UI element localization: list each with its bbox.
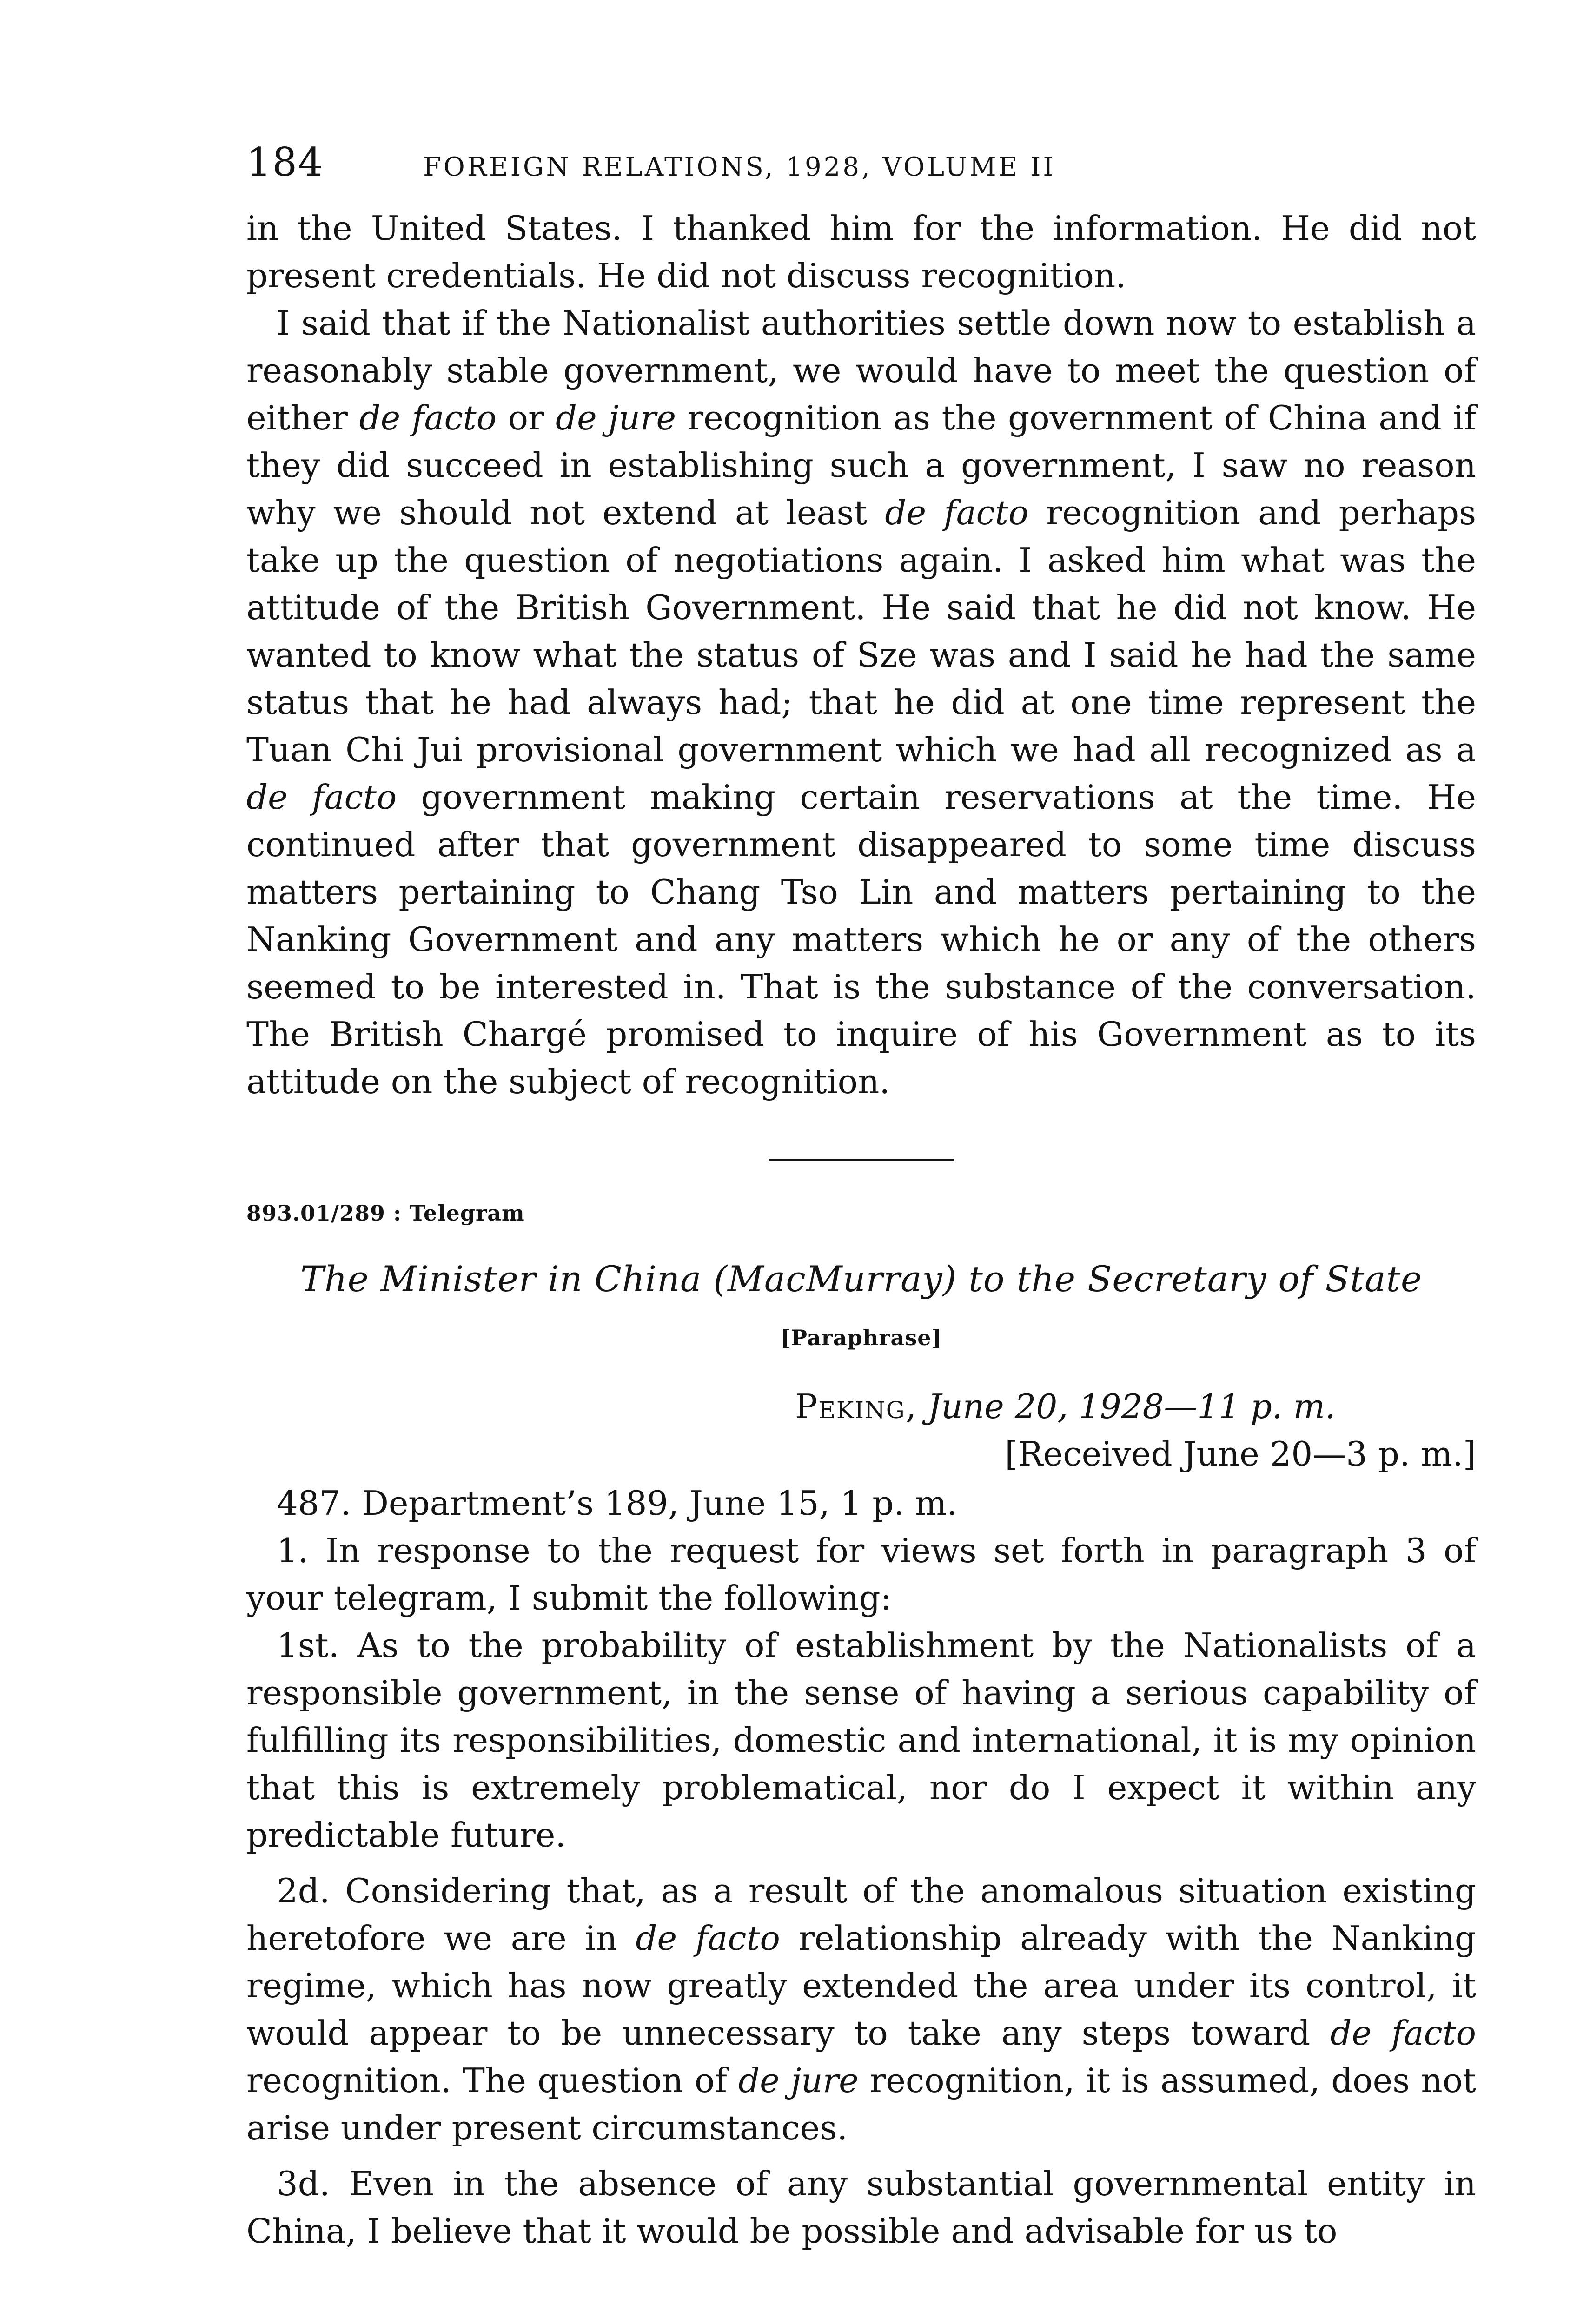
running-head: FOREIGN RELATIONS, 1928, VOLUME II	[423, 152, 1056, 182]
dateline	[246, 1383, 1476, 1430]
telegram-item-1: 1. In response to the request for views set forth in paragraph 3 of your telegram, I submit the following:	[246, 1531, 1476, 1618]
file-reference: 893.01/289 : Telegram	[246, 1201, 525, 1226]
telegram-reference-line: 487. Department’s 189, June 15, 1 p. m.	[277, 1484, 958, 1523]
paraphrase-label: [Paraphrase]	[780, 1325, 942, 1350]
memo-paragraph-2: I said that if the Nationalist authorities settle down now to establish a reasonably stable government, we would have to meet the question of either de facto or de jure recognition as the government of China and if they did succeed in establishing such a government, I saw no reason why we should not extend at least de facto recognition and perhaps take up the question of negotiations again. I asked him what was the attitude of the British Government. He said that he did not know. He wanted to know what the status of Sze was and I said he had the same status that he had always had; that he did at one time represent the Tuan Chi Jui provisional government which we had all recognized as a de facto government making certain reservations at the time. He continued after that government disappeared to some time discuss matters pertaining to Chang Tso Lin and matters pertaining to the Nanking Government and any matters which he or any of the others seemed to be interested in. That is the substance of the conversation. The British Chargé promised to inquire of his Government as to its attitude on the subject of recognition.	[246, 304, 1477, 1101]
dateline-place: Peking,	[795, 1387, 917, 1426]
received-line: [Received June 20—3 p. m.]	[1005, 1434, 1476, 1473]
telegram-item-3d: 3d. Even in the absence of any substantial governmental entity in China, I believe that it would be possible and advisable for us to	[246, 2164, 1476, 2251]
document-title: The Minister in China (MacMurray) to the Secretary of State	[300, 1258, 1422, 1300]
document-page	[246, 139, 1476, 2255]
telegram-item-1st: 1st. As to the probability of establishment by the Nationalists of a responsible government, in the sense of having a serious capability of fulfilling its responsibilities, domestic and international, it is my opinion that this is extremely problematical, nor do I expect it within any predictable future.	[246, 1626, 1476, 1855]
dateline-date: June 20, 1928—11 p. m.	[928, 1387, 1336, 1426]
section-divider	[769, 1159, 954, 1161]
memo-paragraph-1: in the United States. I thanked him for the information. He did not present credentials. He did not discuss recognition.	[246, 209, 1476, 295]
page-header	[246, 139, 1476, 205]
page-number: 184	[246, 139, 324, 185]
telegram-item-2d: 2d. Considering that, as a result of the anomalous situation existing heretofore we are in de facto relationship already with the Nanking regime, which has now greatly extended the area under its control, it would appear to be unnecessary to take any steps toward de facto recognition. The question of de jure recognition, it is assumed, does not arise under present circumstances.	[246, 1871, 1477, 2147]
